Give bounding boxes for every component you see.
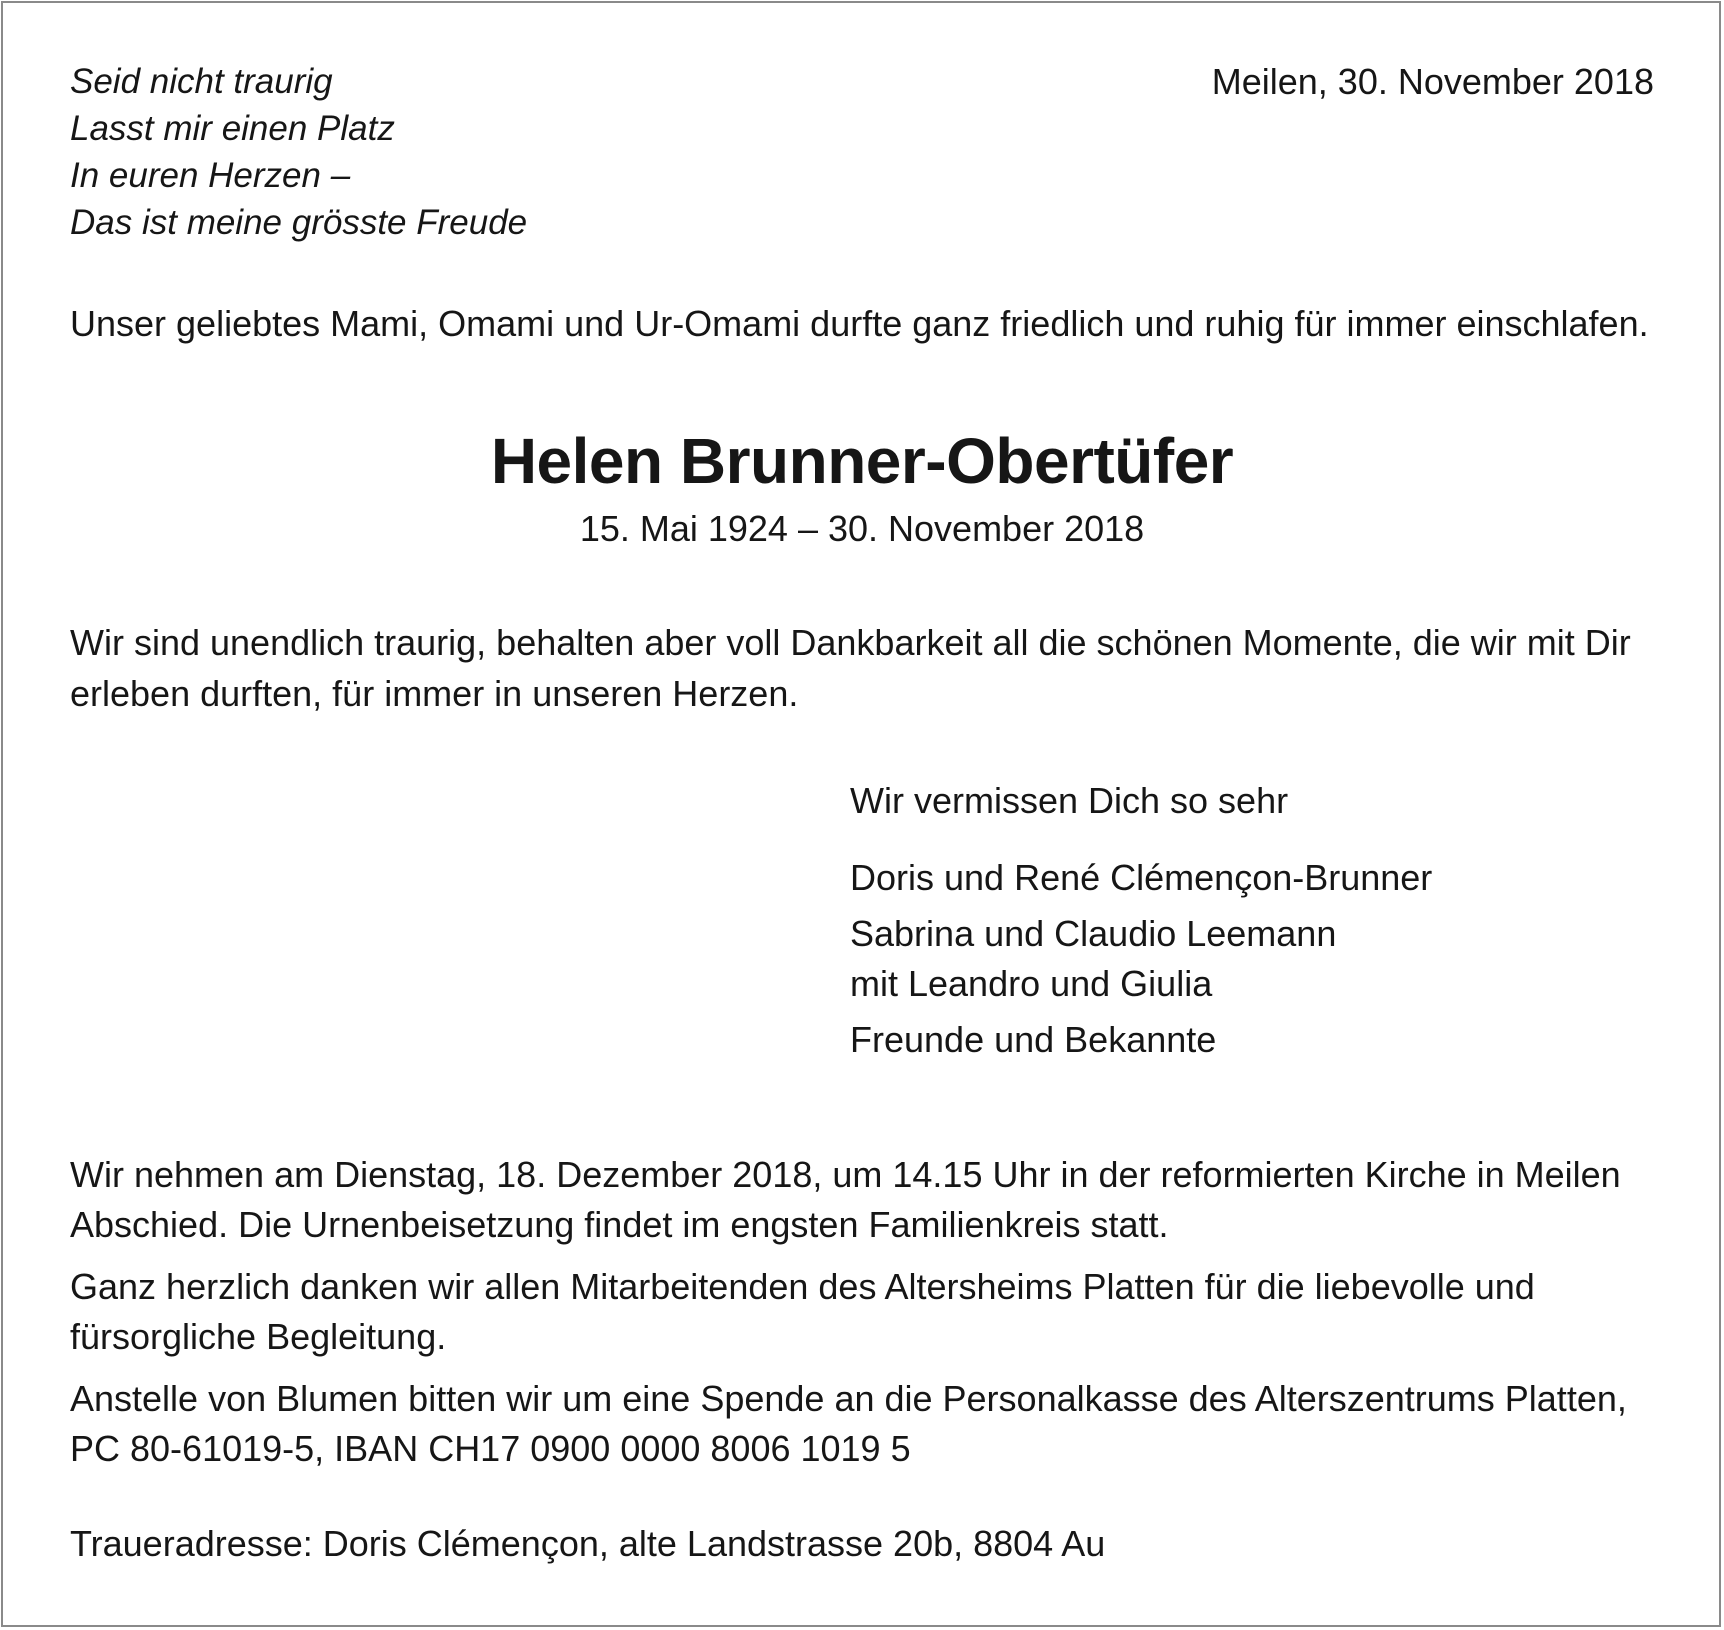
poem-line: Lasst mir einen Platz bbox=[70, 109, 395, 148]
thanks-text: Ganz herzlich danken wir allen Mitarbeitenden des Altersheims Platten für die liebevolle und fürsorgliche Begleitung. bbox=[70, 1266, 1535, 1357]
gratitude-text: Wir sind unendlich traurig, behalten aber voll Dankbarkeit all die schönen Momente, die wir mit Dir erleben durften, für immer in unseren Herzen. bbox=[70, 622, 1631, 714]
mourner-group bbox=[850, 853, 1432, 903]
mourner-group bbox=[850, 909, 1432, 1009]
poem-line: Seid nicht traurig bbox=[70, 62, 333, 101]
intro-text: Unser geliebtes Mami, Omami und Ur-Omami durfte ganz friedlich und ruhig für immer einschlafen. bbox=[70, 303, 1649, 344]
poem-line: Das ist meine grösste Freude bbox=[70, 203, 528, 242]
mourner-line: Sabrina und Claudio Leemann bbox=[850, 913, 1337, 954]
mourning-address: Traueradresse: Doris Clémençon, alte Landstrasse 20b, 8804 Au bbox=[70, 1523, 1106, 1564]
mourner-group bbox=[850, 1015, 1432, 1065]
mourner-line: Doris und René Clémençon-Brunner bbox=[850, 857, 1433, 898]
mourner-line: mit Leandro und Giulia bbox=[850, 963, 1213, 1004]
donation-info: Anstelle von Blumen bitten wir um eine Spende an die Personalkasse des Alterszentrums Platten, PC 80-61019-5, IBAN CH17 0900 0000 8006 1019 5 bbox=[70, 1378, 1627, 1469]
deceased-name: Helen Brunner-Obertüfer bbox=[490, 425, 1234, 497]
life-dates: 15. Mai 1924 – 30. November 2018 bbox=[579, 508, 1145, 549]
obituary-notice bbox=[70, 0, 1654, 1630]
poem-line: In euren Herzen – bbox=[70, 156, 351, 195]
notes bbox=[70, 1150, 1654, 1486]
place-and-date: Meilen, 30. November 2018 bbox=[1211, 61, 1654, 102]
closing-line: Wir vermissen Dich so sehr bbox=[850, 780, 1289, 821]
mourners-block bbox=[850, 776, 1432, 1071]
mourner-line: Freunde und Bekannte bbox=[850, 1019, 1217, 1060]
service-info: Wir nehmen am Dienstag, 18. Dezember 2018, um 14.15 Uhr in der reformierten Kirche in Meilen Abschied. Die Urnenbeisetzung findet im engsten Familienkreis statt. bbox=[70, 1154, 1621, 1245]
poem bbox=[70, 58, 527, 246]
